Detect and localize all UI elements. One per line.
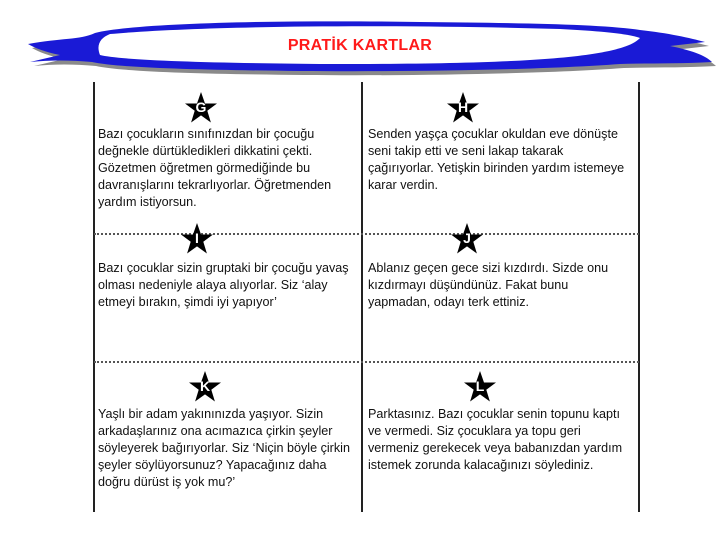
card-g-star-icon <box>184 91 218 125</box>
grid-line-middle <box>361 82 363 512</box>
card-l-letter: L <box>475 378 485 394</box>
card-k-text: Yaşlı bir adam yakınınızda yaşıyor. Sizin arkadaşlarınız ona acımazıca çirkin şeyler söyleyerek bağırıyorlar. Siz ‘Niçin böyle çirkin şeyler söylüyorsunuz? Yapacağınız daha doğru dürüst iş yok mu?’ <box>98 407 350 489</box>
card-i-star-icon <box>180 222 214 256</box>
card-h-star-icon <box>446 91 480 125</box>
card-j-letter: J <box>463 230 471 246</box>
card-j-star-icon <box>450 222 484 256</box>
grid-line-right <box>638 82 640 512</box>
card-k-letter: K <box>199 378 211 394</box>
card-j-text: Ablanız geçen gece sizi kızdırdı. Sizde onu kızdırmayı düşündünüz. Fakat bunu yapmadan, odayı terk ettiniz. <box>368 261 609 309</box>
row-divider-1 <box>94 233 639 235</box>
card-l-star-icon <box>463 370 497 404</box>
card-g-text: Bazı çocukların sınıfınızdan bir çocuğu değnekle dürtükledikleri dikkatini çekti. Gözetmen öğretmen görmediğinde bu davranışlarını tekrarlıyorlar. Öğretmenden yardım istiyorsun. <box>98 127 332 209</box>
row-divider-2 <box>94 361 639 363</box>
card-h-text: Senden yaşça çocuklar okuldan eve dönüşte seni takip etti ve seni lakap takarak çağırıyorlar. Yetişkin birinden yardım istemeye karar verdin. <box>368 127 625 192</box>
card-i-letter: I <box>195 230 199 246</box>
card-h-letter: H <box>457 99 469 115</box>
card-g-letter: G <box>195 99 207 115</box>
card-k-star-icon <box>188 370 222 404</box>
grid-line-left <box>93 82 95 512</box>
card-l-text: Parktasınız. Bazı çocuklar senin topunu kaptı ve vermedi. Siz çocuklara ya topu geri vermeniz gerekecek veya babanızdan yardım istemek zorunda kalacağınızı söylediniz. <box>368 407 623 472</box>
card-i-text: Bazı çocuklar sizin gruptaki bir çocuğu yavaş olması nedeniyle alaya alıyorlar. Siz ‘alay etmeyi bırakın, şimdi iyi yapıyor’ <box>98 261 349 309</box>
page-title: PRATİK KARTLAR <box>287 37 433 54</box>
